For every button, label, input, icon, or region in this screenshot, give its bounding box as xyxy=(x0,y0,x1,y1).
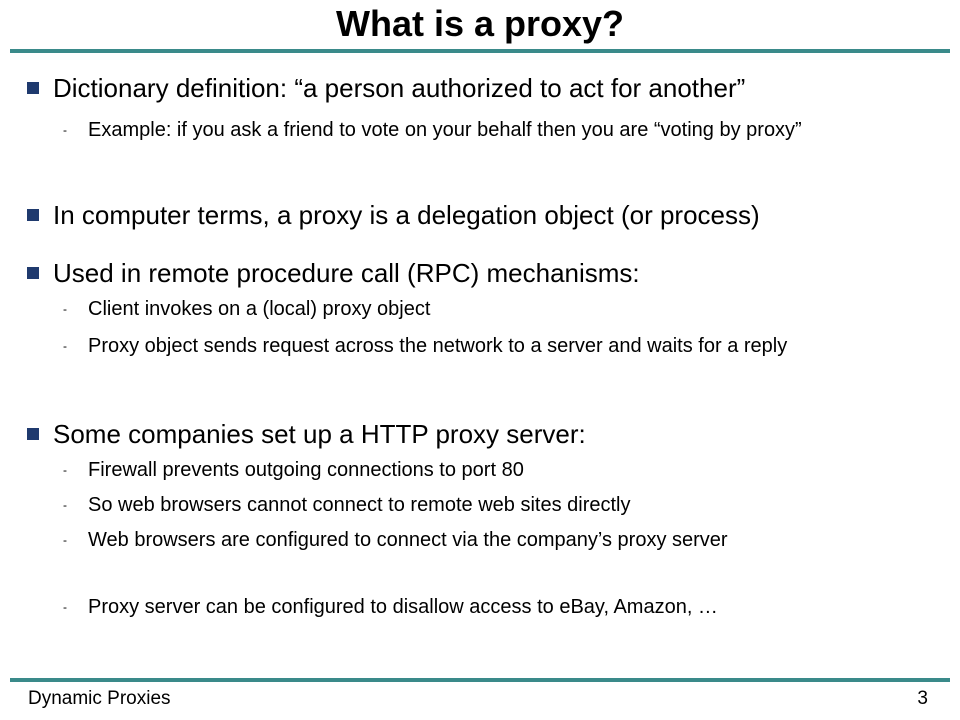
bullet-text: Some companies set up a HTTP proxy server: xyxy=(53,419,586,449)
dash-bullet-icon: - xyxy=(63,302,67,316)
sub-bullet-text: Firewall prevents outgoing connections to port 80 xyxy=(88,459,524,481)
sub-bullet-text: Web browsers are configured to connect via the company’s proxy server xyxy=(88,529,728,551)
bullet-text: Used in remote procedure call (RPC) mechanisms: xyxy=(53,258,640,288)
footer-title: Dynamic Proxies xyxy=(28,688,171,709)
sub-bullet-text: Proxy server can be configured to disallow access to eBay, Amazon, … xyxy=(88,596,718,618)
square-bullet-icon xyxy=(27,209,39,221)
sub-bullet-item xyxy=(63,334,943,358)
sub-bullet-text: So web browsers cannot connect to remote web sites directly xyxy=(88,494,631,516)
bullet-text: In computer terms, a proxy is a delegation object (or process) xyxy=(53,200,760,230)
dash-bullet-icon: - xyxy=(63,498,67,512)
sub-bullet-text: Proxy object sends request across the network to a server and waits for a reply xyxy=(88,335,788,357)
sub-bullet-item xyxy=(63,528,943,552)
square-bullet-icon xyxy=(27,82,39,94)
slide-title: What is a proxy? xyxy=(335,3,625,44)
dash-bullet-icon: - xyxy=(63,533,67,547)
bullet-item xyxy=(27,257,640,289)
bullet-text: Dictionary definition: “a person authorized to act for another” xyxy=(53,73,746,103)
footer-divider xyxy=(10,678,950,682)
sub-bullet-item xyxy=(63,118,943,142)
bullet-item xyxy=(27,418,586,450)
sub-bullet-item xyxy=(63,595,943,619)
dash-bullet-icon: - xyxy=(63,600,67,614)
dash-bullet-icon: - xyxy=(63,463,67,477)
dash-bullet-icon: - xyxy=(63,123,67,137)
dash-bullet-icon: - xyxy=(63,339,67,353)
page-number: 3 xyxy=(917,688,928,709)
title-divider xyxy=(10,49,950,53)
sub-bullet-text: Example: if you ask a friend to vote on your behalf then you are “voting by proxy” xyxy=(88,119,802,141)
bullet-item xyxy=(27,199,760,231)
square-bullet-icon xyxy=(27,428,39,440)
sub-bullet-item xyxy=(63,493,943,517)
bullet-item xyxy=(27,72,745,104)
square-bullet-icon xyxy=(27,267,39,279)
sub-bullet-item xyxy=(63,458,943,482)
sub-bullet-text: Client invokes on a (local) proxy object xyxy=(88,298,431,320)
sub-bullet-item xyxy=(63,297,943,321)
